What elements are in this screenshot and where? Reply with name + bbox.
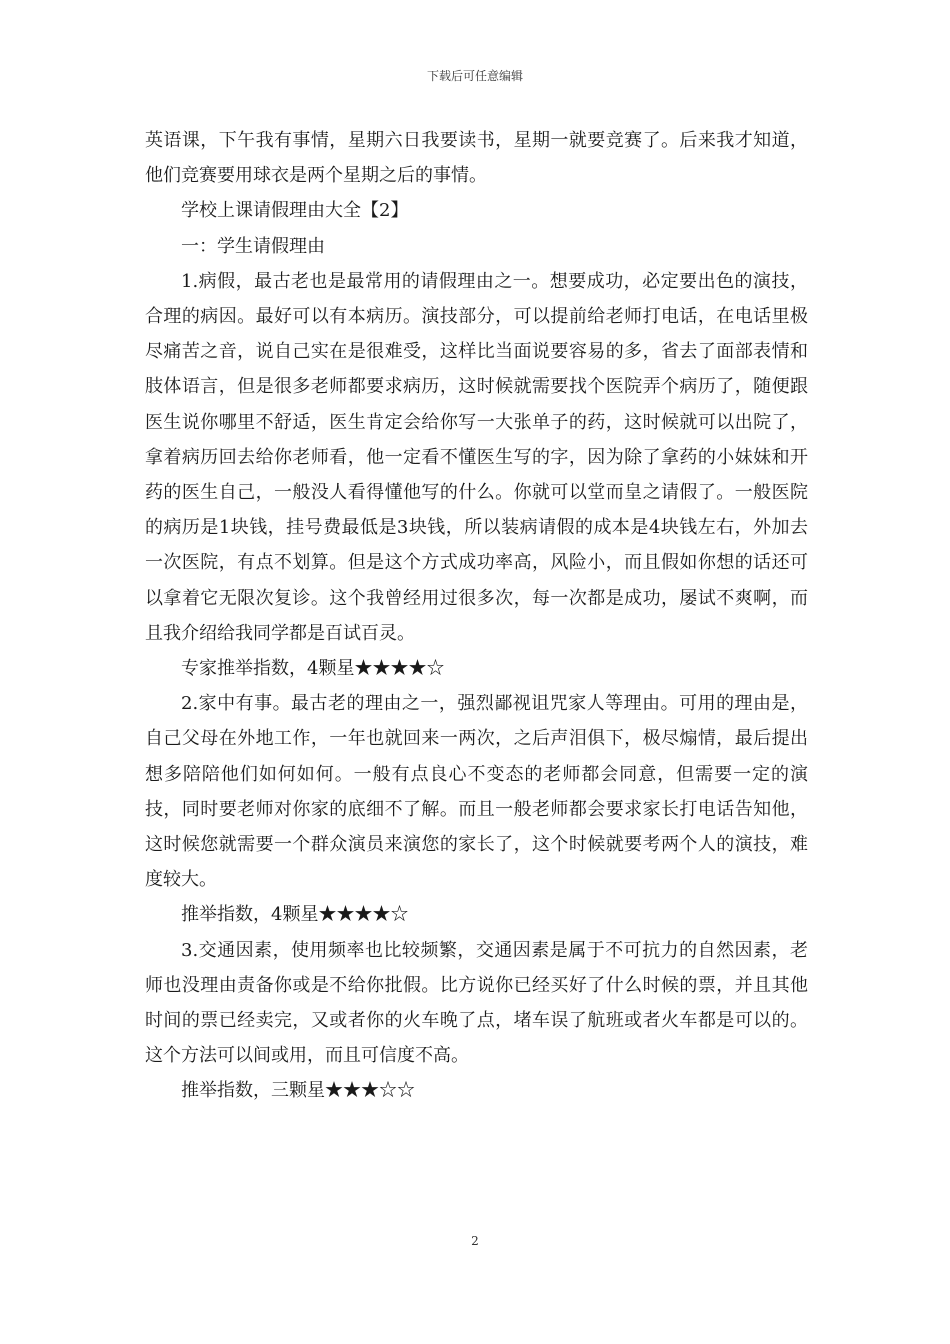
- paragraph-sick-leave: 1.病假，最古老也是最常用的请假理由之一。想要成功，必定要出色的演技，合理的病因。最好可以有本病历。演技部分，可以提前给老师打电话，在电话里极尽痛苦之音，说自己实在是很难受，这样比当面说要容易的多，省去了面部表情和肢体语言，但是很多老师都要求病历，这时候就需要找个医院弄个病历了，随便跟医生说你哪里不舒适，医生肯定会给你写一大张单子的药，这时候就可以出院了，拿着病历回去给你老师看，他一定看不懂医生写的字，因为除了拿药的小妹妹和开药的医生自己，一般没人看得懂他写的什么。你就可以堂而皇之请假了。一般医院的病历是1块钱，挂号费最低是3块钱，所以装病请假的成本是4块钱左右，外加去一次医院，有点不划算。但是这个方式成功率高，风险小，而且假如你想的话还可以拿着它无限次复诊。这个我曾经用过很多次，每一次都是成功，屡试不爽啊，而且我介绍给我同学都是百试百灵。: [145, 270, 808, 644]
- section-title: 学校上课请假理由大全【2】: [181, 200, 409, 222]
- document-body: [145, 123, 808, 1109]
- rating-sick-leave: 专家推举指数，4颗星★★★★☆: [181, 658, 445, 680]
- subsection-heading: 一：学生请假理由: [181, 235, 325, 257]
- rating-family-matters: 推举指数，4颗星★★★★☆: [181, 904, 409, 926]
- paragraph-traffic: 3.交通因素，使用频率也比较频繁，交通因素是属于不可抗力的自然因素，老师也没理由责备你或是不给你批假。比方说你已经买好了什么时候的票，并且其他时间的票已经卖完，又或者你的火车晚了点，堵车误了航班或者火车都是可以的。这个方法可以间或用，而且可信度不高。: [145, 939, 808, 1067]
- paragraph-family-matters: 2.家中有事。最古老的理由之一，强烈鄙视诅咒家人等理由。可用的理由是，自己父母在外地工作，一年也就回来一两次，之后声泪俱下，极尽煽情，最后提出想多陪陪他们如何如何。一般有点良心不变态的老师都会同意，但需要一定的演技，同时要老师对你家的底细不了解。而且一般老师都会要求家长打电话告知他，这时候您就需要一个群众演员来演您的家长了，这个时候就要考两个人的演技，难度较大。: [145, 693, 808, 891]
- page-header: 下载后可任意编辑: [426, 69, 523, 83]
- paragraph-continuation: 英语课，下午我有事情，星期六日我要读书，星期一就要竞赛了。后来我才知道，他们竞赛要用球衣是两个星期之后的事情。: [145, 130, 808, 187]
- rating-traffic: 推举指数，三颗星★★★☆☆: [181, 1080, 415, 1102]
- page-number: 2: [471, 1234, 479, 1248]
